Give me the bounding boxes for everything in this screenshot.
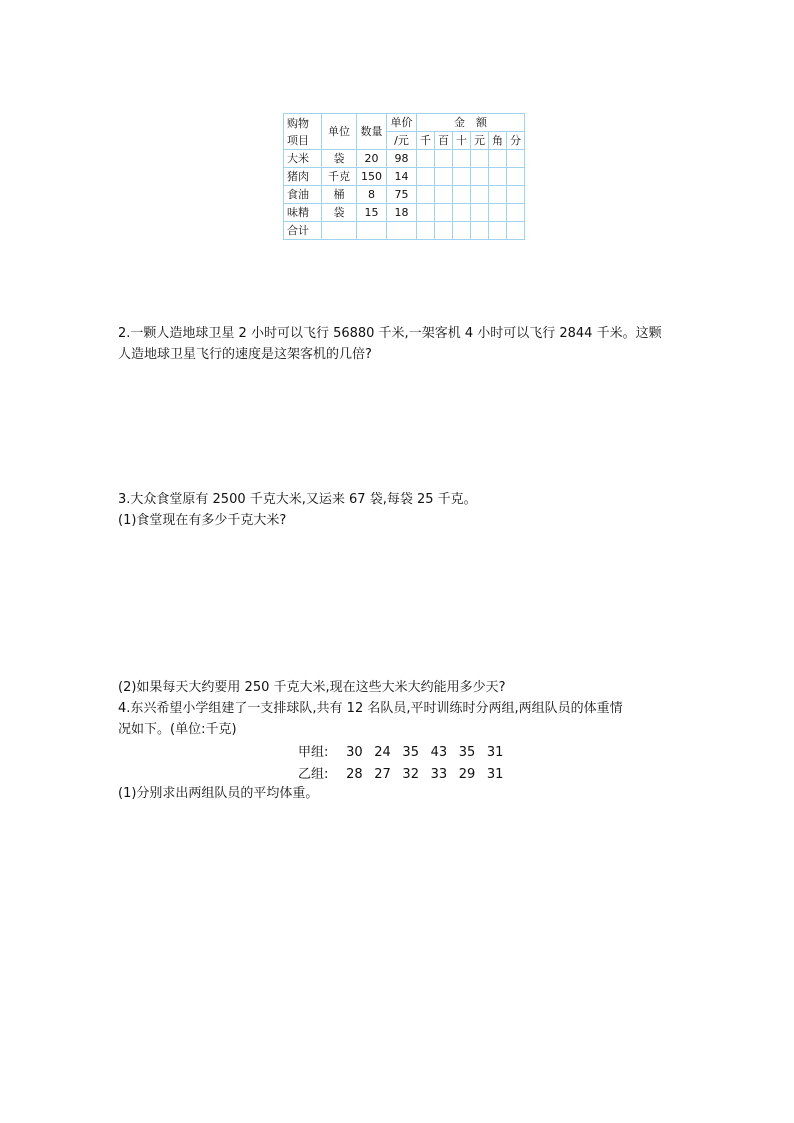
digit-header: 角 <box>489 132 507 150</box>
cell-digit[interactable] <box>453 168 471 186</box>
cell-digit[interactable] <box>507 150 525 168</box>
table-row <box>284 150 525 168</box>
cell-digit[interactable] <box>507 186 525 204</box>
weight-value: 35 <box>458 745 476 760</box>
weight-value: 24 <box>374 745 391 760</box>
cell-price: 18 <box>387 204 417 222</box>
weight-value: 43 <box>430 745 448 760</box>
cell-digit[interactable] <box>471 186 489 204</box>
cell-qty: 20 <box>357 150 387 168</box>
cell-digit[interactable] <box>471 204 489 222</box>
cell-digit[interactable] <box>435 186 453 204</box>
question-3-line1: 3.大众食堂原有 2500 千克大米,又运来 67 袋,每袋 25 千克。 <box>118 492 477 507</box>
cell-digit[interactable] <box>453 186 471 204</box>
digit-header: 元 <box>471 132 489 150</box>
weight-value: 32 <box>402 767 419 782</box>
table-row <box>284 168 525 186</box>
cell-digit[interactable] <box>471 150 489 168</box>
cell-qty: 15 <box>357 204 387 222</box>
cell-digit[interactable] <box>435 150 453 168</box>
header-price-line1: 单价 <box>387 114 417 132</box>
group-a-label: 甲组: <box>298 745 329 760</box>
question-2-line1: 2.一颗人造地球卫星 2 小时可以飞行 56880 千米,一架客机 4 小时可以飞行 2844 千米。这颗 <box>118 326 662 341</box>
header-qty: 数量 <box>357 114 387 150</box>
cell-digit[interactable] <box>417 204 435 222</box>
question-4-sub1: (1)分别求出两组队员的平均体重。 <box>118 786 319 801</box>
group-b-label: 乙组: <box>298 767 329 782</box>
question-4-line1: 4.东兴希望小学组建了一支排球队,共有 12 名队员,平时训练时分两组,两组队员的体重情 <box>118 701 623 716</box>
cell-digit[interactable] <box>417 150 435 168</box>
cell-digit[interactable] <box>471 168 489 186</box>
cell-unit: 袋 <box>322 204 357 222</box>
table-total-row <box>284 222 525 240</box>
cell-item: 食油 <box>284 186 322 204</box>
question-4-part1 <box>118 783 318 804</box>
cell-qty: 150 <box>357 168 387 186</box>
weight-value: 29 <box>458 767 476 782</box>
cell-digit[interactable] <box>489 186 507 204</box>
header-amount: 金 额 <box>417 114 525 132</box>
table-row <box>284 204 525 222</box>
cell-price: 75 <box>387 186 417 204</box>
cell-item: 大米 <box>284 150 322 168</box>
cell-digit[interactable] <box>435 222 453 240</box>
cell-digit[interactable] <box>507 204 525 222</box>
cell-item: 味精 <box>284 204 322 222</box>
weight-value: 35 <box>402 745 419 760</box>
cell-price: 14 <box>387 168 417 186</box>
cell-digit[interactable] <box>489 222 507 240</box>
cell-digit[interactable] <box>471 222 489 240</box>
cell-empty <box>322 222 357 240</box>
weight-value: 31 <box>486 745 504 760</box>
cell-digit[interactable] <box>489 204 507 222</box>
table-header-row <box>284 114 525 132</box>
question-3 <box>118 489 477 531</box>
cell-digit[interactable] <box>489 168 507 186</box>
cell-unit: 袋 <box>322 150 357 168</box>
cell-digit[interactable] <box>417 168 435 186</box>
weight-value: 27 <box>374 767 391 782</box>
header-price-line2: /元 <box>387 132 417 150</box>
digit-header: 十 <box>453 132 471 150</box>
cell-digit[interactable] <box>453 150 471 168</box>
cell-empty <box>387 222 417 240</box>
cell-price: 98 <box>387 150 417 168</box>
group-b-weights <box>298 763 511 782</box>
question-4 <box>118 698 623 740</box>
cell-digit[interactable] <box>489 150 507 168</box>
question-2 <box>118 323 662 365</box>
cell-digit[interactable] <box>435 204 453 222</box>
header-item: 购物 项目 <box>284 114 322 150</box>
cell-digit[interactable] <box>507 168 525 186</box>
cell-digit[interactable] <box>417 222 435 240</box>
cell-empty <box>357 222 387 240</box>
cell-digit[interactable] <box>507 222 525 240</box>
cell-qty: 8 <box>357 186 387 204</box>
cell-unit: 桶 <box>322 186 357 204</box>
question-3-part2 <box>118 677 506 698</box>
cell-digit[interactable] <box>453 222 471 240</box>
question-3-sub1: (1)食堂现在有多少千克大米? <box>118 513 287 528</box>
cell-digit[interactable] <box>453 204 471 222</box>
shopping-table <box>283 113 525 240</box>
cell-total-label: 合计 <box>284 222 322 240</box>
weight-value: 31 <box>486 767 504 782</box>
question-2-line2: 人造地球卫星飞行的速度是这架客机的几倍? <box>118 347 372 362</box>
weight-value: 30 <box>346 745 363 760</box>
cell-unit: 千克 <box>322 168 357 186</box>
digit-header: 千 <box>417 132 435 150</box>
cell-item: 猪肉 <box>284 168 322 186</box>
cell-digit[interactable] <box>417 186 435 204</box>
cell-digit[interactable] <box>435 168 453 186</box>
question-4-line2: 况如下。(单位:千克) <box>118 722 237 737</box>
digit-header: 分 <box>507 132 525 150</box>
weight-value: 33 <box>430 767 448 782</box>
question-3-sub2: (2)如果每天大约要用 250 千克大米,现在这些大米大约能用多少天? <box>118 680 506 695</box>
table-row <box>284 186 525 204</box>
header-unit: 单位 <box>322 114 357 150</box>
weight-value: 28 <box>346 767 363 782</box>
group-a-weights <box>298 741 511 760</box>
digit-header: 百 <box>435 132 453 150</box>
